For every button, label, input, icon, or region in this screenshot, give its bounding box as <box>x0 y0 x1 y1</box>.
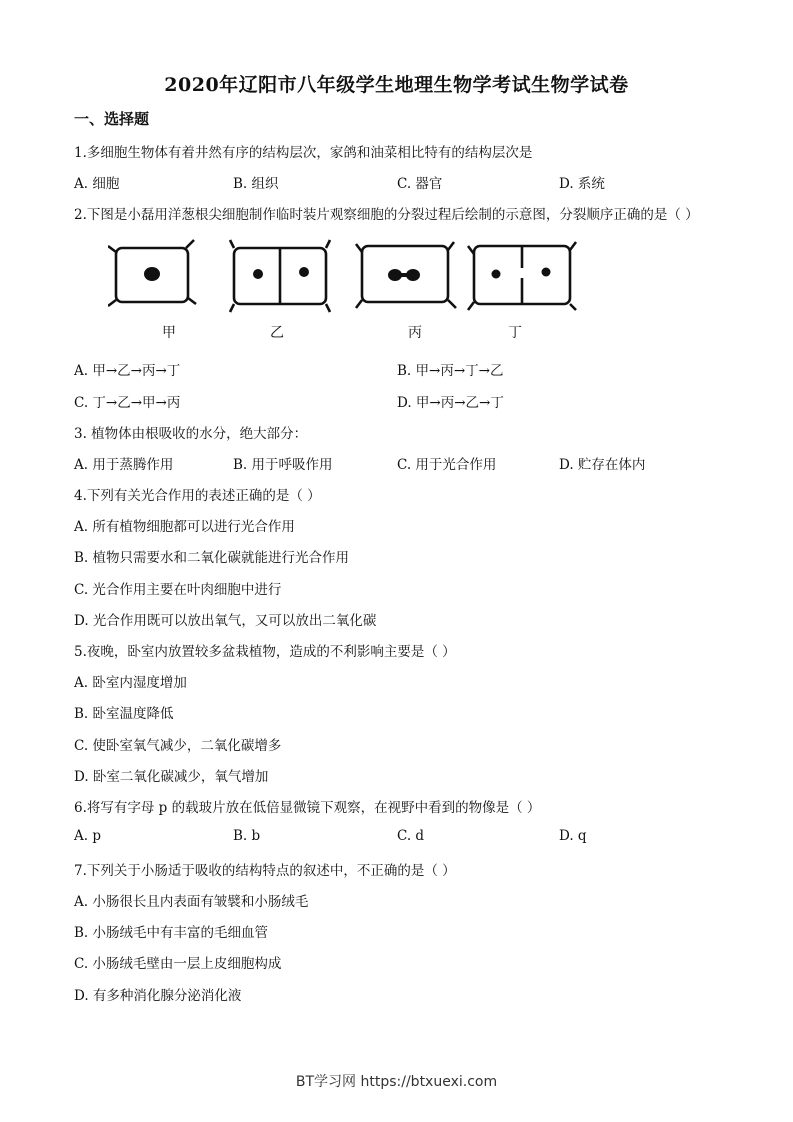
section-heading: 一、选择题 <box>74 110 150 128</box>
question-6-stem: 6.将写有字母 p 的载玻片放在低倍显微镜下观察，在视野中看到的物像是（ ） <box>74 800 541 816</box>
question-1-stem: 1.多细胞生物体有着井然有序的结构层次，家鸽和油菜相比特有的结构层次是 <box>74 145 533 161</box>
q2-option-d: D. 甲→丙→乙→丁 <box>397 395 504 411</box>
q7-option-d: D. 有多种消化腺分泌消化液 <box>74 988 242 1004</box>
q4-option-d: D. 光合作用既可以放出氧气，又可以放出二氧化碳 <box>74 613 377 629</box>
question-4-stem: 4.下列有关光合作用的表述正确的是（ ） <box>74 488 321 504</box>
q3-option-d: D. 贮存在体内 <box>559 457 646 473</box>
label-yi: 乙 <box>270 325 284 341</box>
q4-option-a: A. 所有植物细胞都可以进行光合作用 <box>74 519 295 535</box>
label-bing: 丙 <box>408 325 422 341</box>
q6-option-d: D. q <box>559 828 587 844</box>
q1-option-d: D. 系统 <box>559 176 605 192</box>
q5-option-a: A. 卧室内湿度增加 <box>74 675 187 691</box>
q5-option-c: C. 使卧室氧气减少，二氧化碳增多 <box>74 738 282 754</box>
q3-option-c: C. 用于光合作用 <box>397 457 497 473</box>
page-title: 2020年辽阳市八年级学生地理生物学考试生物学试卷 <box>164 74 629 96</box>
q5-option-d: D. 卧室二氧化碳减少，氧气增加 <box>74 769 269 785</box>
q2-option-b: B. 甲→丙→丁→乙 <box>397 363 504 379</box>
q4-option-b: B. 植物只需要水和二氧化碳就能进行光合作用 <box>74 550 350 566</box>
q6-option-b: B. b <box>233 828 261 844</box>
q3-option-a: A. 用于蒸腾作用 <box>74 457 174 473</box>
q2-option-a: A. 甲→乙→丙→丁 <box>74 363 181 379</box>
q7-option-b: B. 小肠绒毛中有丰富的毛细血管 <box>74 925 269 941</box>
question-7-stem: 7.下列关于小肠适于吸收的结构特点的叙述中，不正确的是（ ） <box>74 863 456 879</box>
q6-option-c: C. d <box>397 828 425 844</box>
q6-option-a: A. p <box>74 828 101 844</box>
q1-option-a: A. 细胞 <box>74 176 120 192</box>
question-5-stem: 5.夜晚，卧室内放置较多盆栽植物，造成的不利影响主要是（ ） <box>74 644 456 660</box>
q2-option-c: C. 丁→乙→甲→丙 <box>74 395 181 411</box>
q4-option-c: C. 光合作用主要在叶肉细胞中进行 <box>74 582 282 598</box>
q1-option-c: C. 器官 <box>397 176 443 192</box>
footer-watermark: BT学习网 https://btxuexi.com <box>295 1074 498 1090</box>
question-3-stem: 3. 植物体由根吸收的水分，绝大部分： <box>74 426 308 442</box>
label-ding: 丁 <box>508 325 522 341</box>
question-2-stem: 2.下图是小磊用洋葱根尖细胞制作临时装片观察细胞的分裂过程后绘制的示意图，分裂顺序正确的是（ ） <box>74 207 699 223</box>
label-jia: 甲 <box>162 325 176 341</box>
q5-option-b: B. 卧室温度降低 <box>74 706 174 722</box>
q7-option-a: A. 小肠很长且内表面有皱襞和小肠绒毛 <box>74 894 309 910</box>
q7-option-c: C. 小肠绒毛壁由一层上皮细胞构成 <box>74 956 282 972</box>
q3-option-b: B. 用于呼吸作用 <box>233 457 333 473</box>
q1-option-b: B. 组织 <box>233 176 279 192</box>
